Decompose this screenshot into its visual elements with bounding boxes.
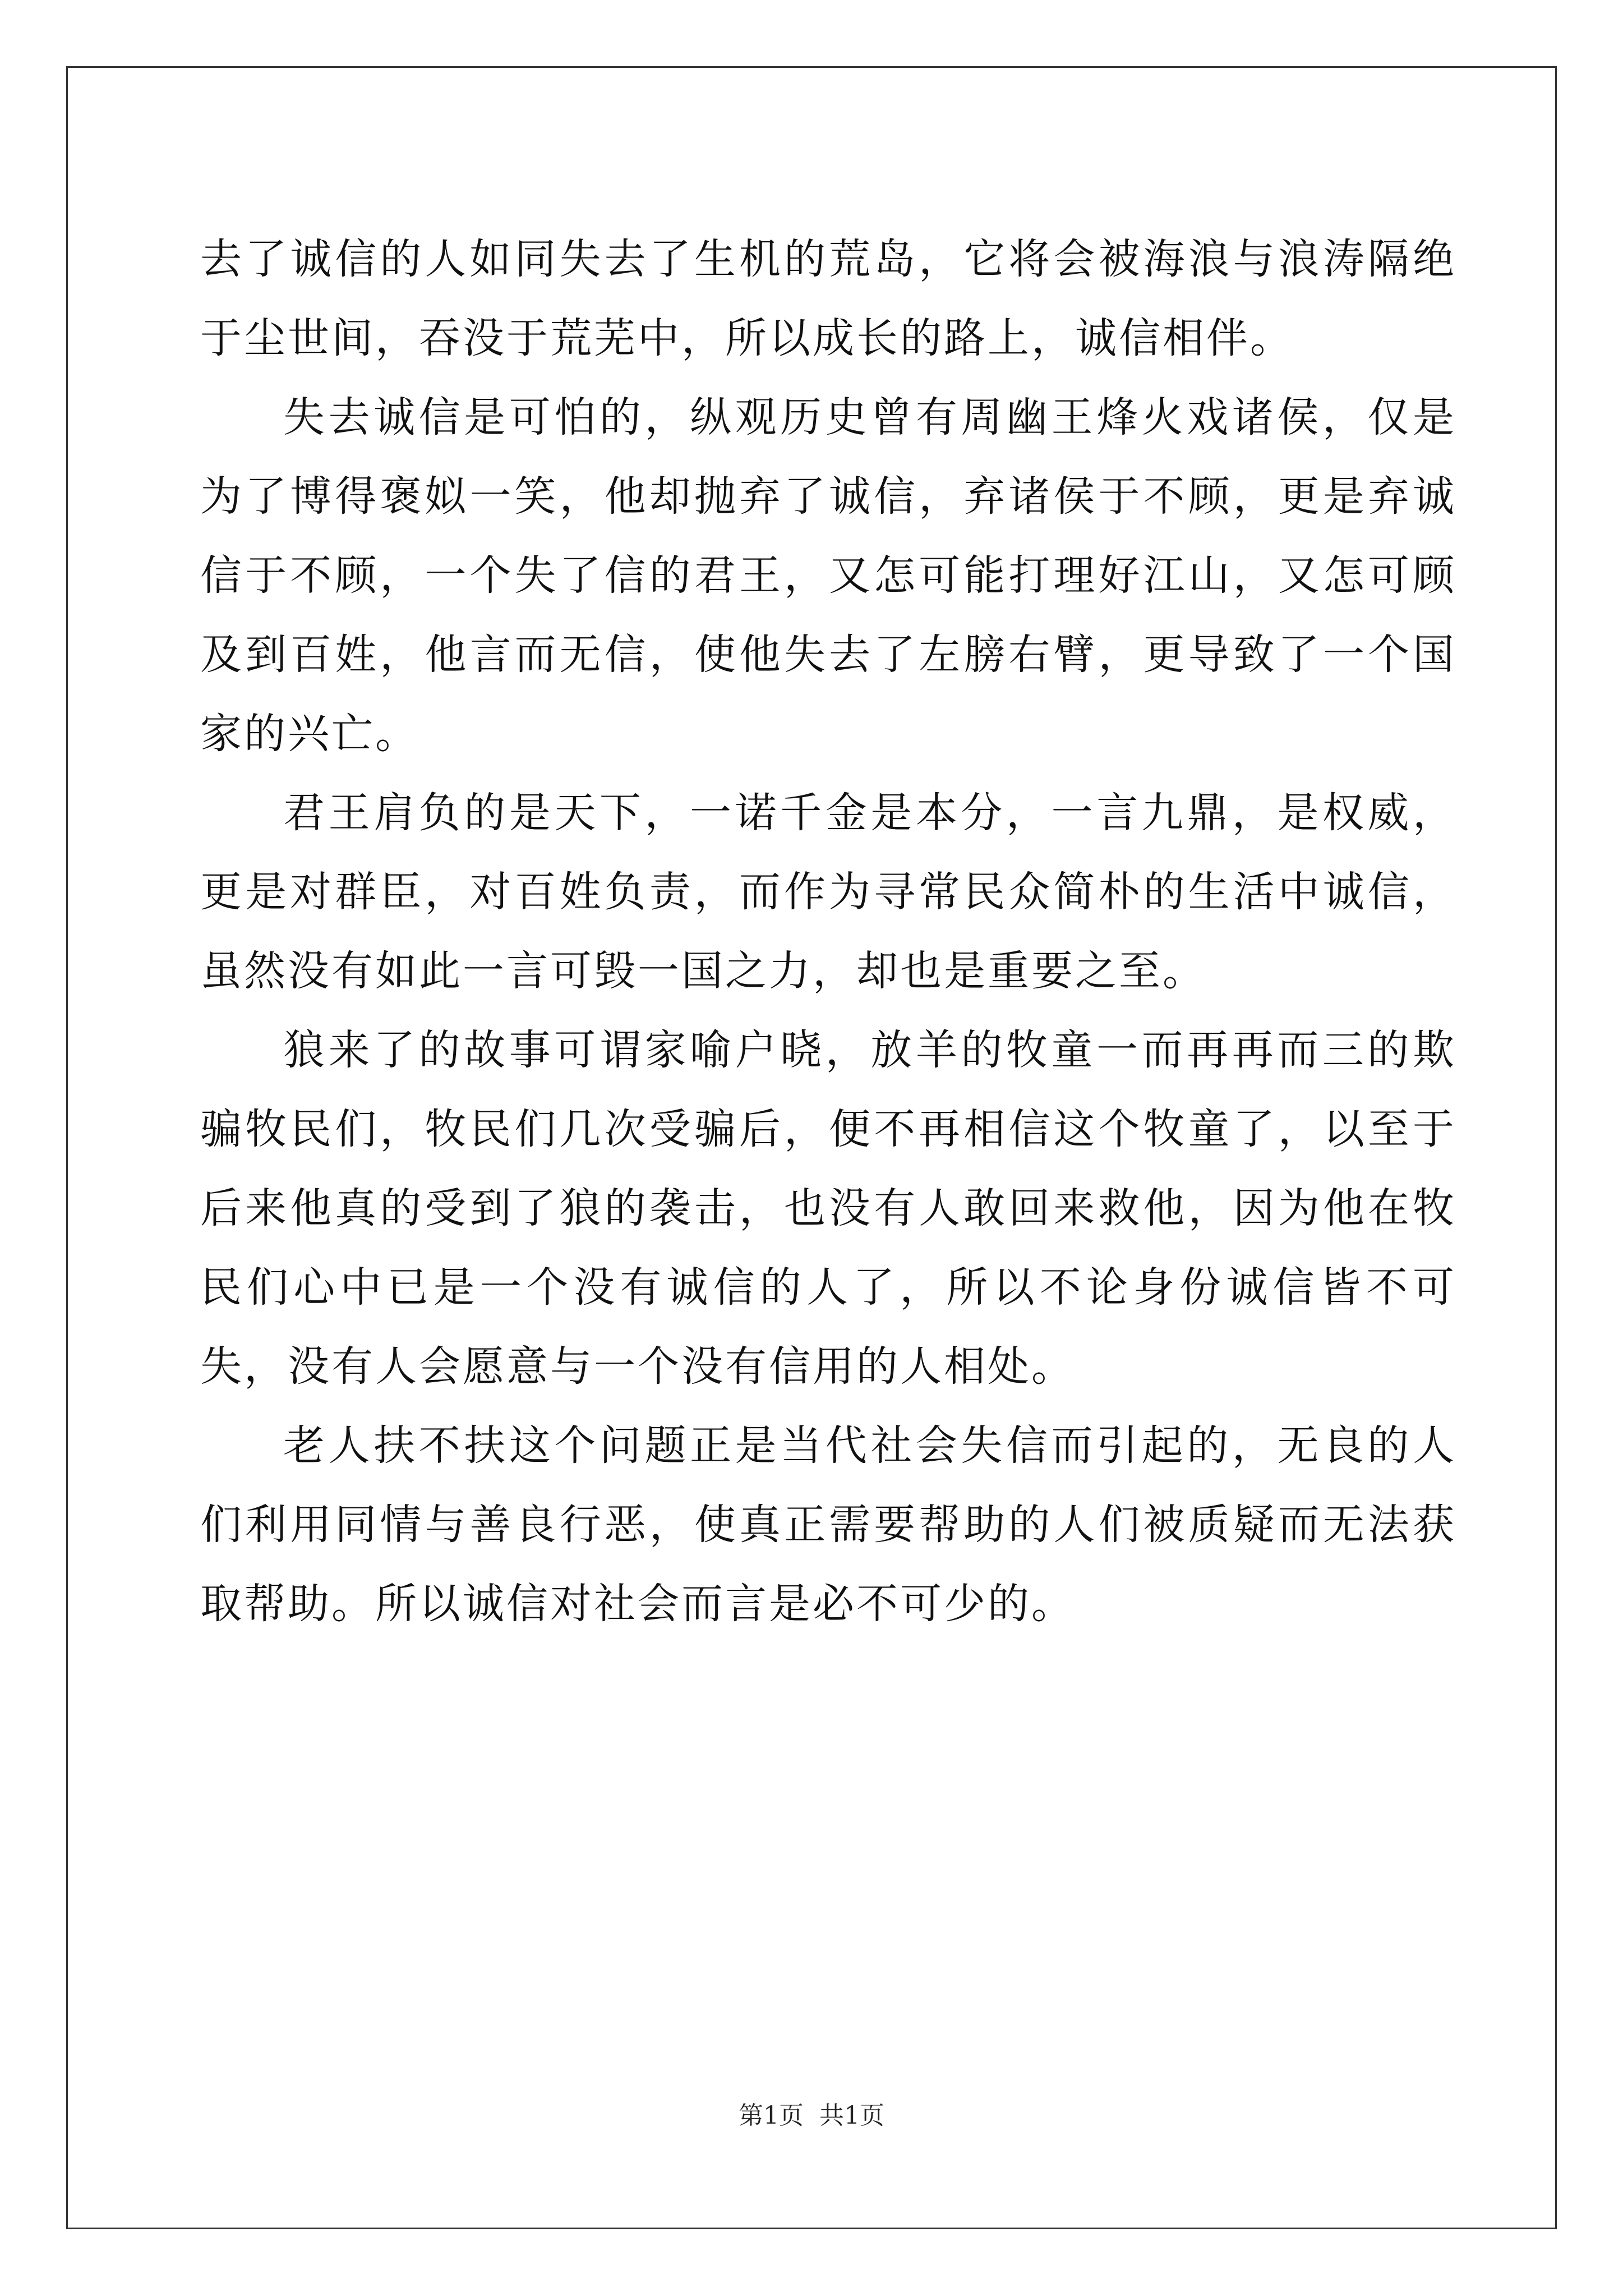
- paragraph-1: 去了诚信的人如同失去了生机的荒岛，它将会被海浪与浪涛隔绝于尘世间，吞没于荒芜中，所以成长的路上，诚信相伴。: [200, 235, 1456, 362]
- paragraph-4: 狼来了的故事可谓家喻户晓，放羊的牧童一而再再而三的欺骗牧民们，牧民们几次受骗后，便不再相信这个牧童了，以至于后来他真的受到了狼的袭击，也没有人敢回来救他，因为他在牧民们心中已是一个没有诚信的人了，所以不论身份诚信皆不可失，没有人会愿意与一个没有信用的人相处。: [200, 1026, 1456, 1391]
- document-body: [200, 220, 1456, 1644]
- page-number: 第1页: [739, 2101, 804, 2130]
- paragraph-3: 君王肩负的是天下，一诺千金是本分，一言九鼎，是权威，更是对群臣，对百姓负责，而作为寻常民众简朴的生活中诚信，虽然没有如此一言可毁一国之力，却也是重要之至。: [200, 789, 1456, 995]
- paragraph-2: 失去诚信是可怕的，纵观历史曾有周幽王烽火戏诸侯，仅是为了博得褒姒一笑，他却抛弃了诚信，弃诸侯于不顾，更是弃诚信于不顾，一个失了信的君王，又怎可能打理好江山，又怎可顾及到百姓，他言而无信，使他失去了左膀右臂，更导致了一个国家的兴亡。: [200, 393, 1456, 758]
- page-footer: [0, 2100, 1623, 2132]
- paragraph-5: 老人扶不扶这个问题正是当代社会失信而引起的，无良的人们利用同情与善良行恶，使真正需要帮助的人们被质疑而无法获取帮助。所以诚信对社会而言是必不可少的。: [200, 1421, 1456, 1628]
- page-total: 共1页: [819, 2101, 884, 2130]
